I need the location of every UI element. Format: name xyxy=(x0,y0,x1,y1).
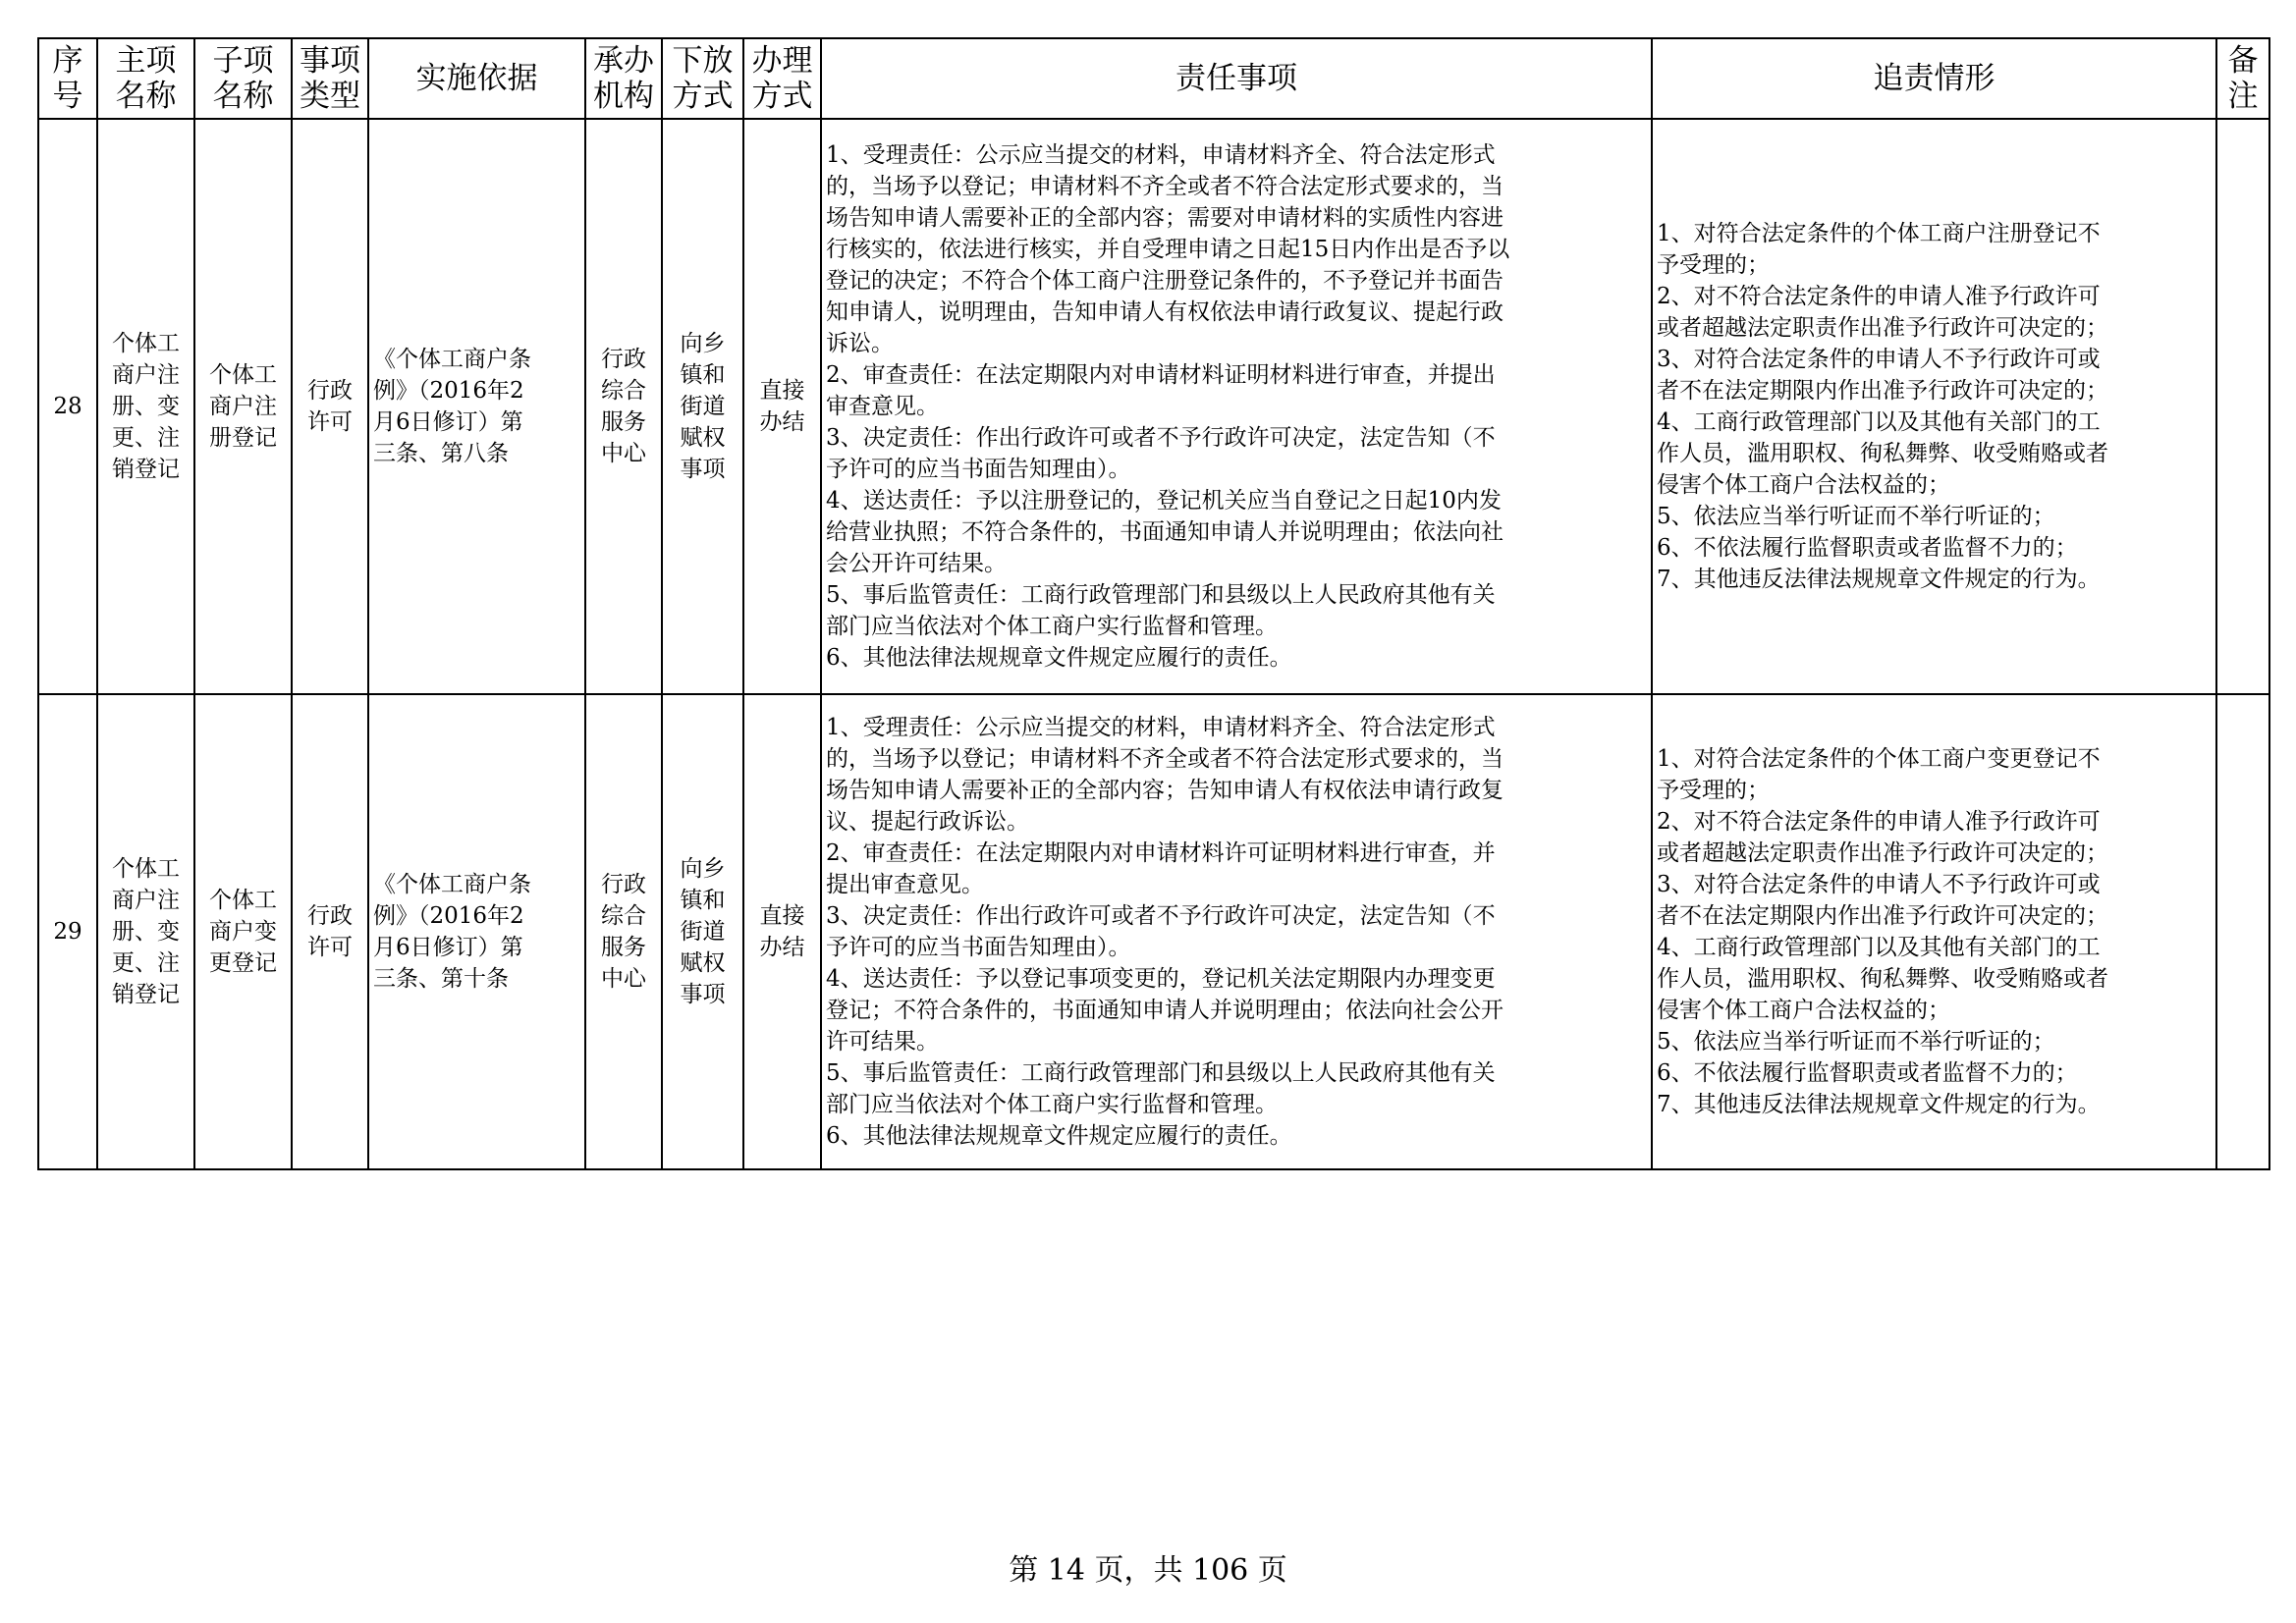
page-number-footer: 第 14 页，共 106 页 xyxy=(1009,1553,1287,1588)
cell-main-item: 个体工 商户注 册、变 更、注 销登记 xyxy=(97,119,194,694)
cell-delegation: 向乡 镇和 街道 赋权 事项 xyxy=(662,119,743,694)
table-header-row xyxy=(38,38,2269,119)
cell-seq: 29 xyxy=(38,694,97,1169)
cell-remarks xyxy=(2216,119,2269,694)
cell-seq: 28 xyxy=(38,119,97,694)
cell-accountability: 1、对符合法定条件的个体工商户变更登记不 予受理的； 2、对不符合法定条件的申请人准予行政许可 或者超越法定职责作出准予行政许可决定的； 3、对符合法定条件的申请人不予行政许可或 者不在法定期限内作出准予行政许可决定的； 4、工商行政管理部门以及其他有关部门的工 作人员，滥用职权、徇私舞弊、收受贿赂或者 侵害个体工商户合法权益的； 5、依法应当举行听证而不举行听证的； 6、不依法履行监督职责或者监督不力的； 7、其他违反法律法规规章文件规定的行为。 xyxy=(1652,694,2216,1169)
header-item-type: 事项 类型 xyxy=(292,38,368,119)
cell-accountability: 1、对符合法定条件的个体工商户注册登记不 予受理的； 2、对不符合法定条件的申请人准予行政许可 或者超越法定职责作出准予行政许可决定的； 3、对符合法定条件的申请人不予行政许可或 者不在法定期限内作出准予行政许可决定的； 4、工商行政管理部门以及其他有关部门的工 作人员，滥用职权、徇私舞弊、收受贿赂或者 侵害个体工商户合法权益的； 5、依法应当举行听证而不举行听证的； 6、不依法履行监督职责或者监督不力的； 7、其他违反法律法规规章文件规定的行为。 xyxy=(1652,119,2216,694)
cell-sub-item: 个体工 商户变 更登记 xyxy=(194,694,292,1169)
cell-handling: 直接 办结 xyxy=(743,119,821,694)
header-handling: 办理 方式 xyxy=(743,38,821,119)
cell-delegation: 向乡 镇和 街道 赋权 事项 xyxy=(662,694,743,1169)
header-main-item: 主项 名称 xyxy=(97,38,194,119)
responsibility-table xyxy=(37,37,2270,1170)
header-delegation: 下放 方式 xyxy=(662,38,743,119)
header-agency: 承办 机构 xyxy=(585,38,662,119)
header-sub-item: 子项 名称 xyxy=(194,38,292,119)
header-basis: 实施依据 xyxy=(368,38,585,119)
cell-agency: 行政 综合 服务 中心 xyxy=(585,694,662,1169)
cell-responsibilities: 1、受理责任：公示应当提交的材料，申请材料齐全、符合法定形式 的，当场予以登记；申请材料不齐全或者不符合法定形式要求的，当 场告知申请人需要补正的全部内容；告知申请人有权依法申请行政复 议、提起行政诉讼。 2、审查责任：在法定期限内对申请材料许可证明材料进行审查，并 提出审查意见。 3、决定责任：作出行政许可或者不予行政许可决定，法定告知（不 予许可的应当书面告知理由）。 4、送达责任：予以登记事项变更的，登记机关法定期限内办理变更 登记；不符合条件的，书面通知申请人并说明理由；依法向社会公开 许可结果。 5、事后监管责任：工商行政管理部门和县级以上人民政府其他有关 部门应当依法对个体工商户实行监督和管理。 6、其他法律法规规章文件规定应履行的责任。 xyxy=(821,694,1652,1169)
table-row xyxy=(38,694,2269,1169)
cell-handling: 直接 办结 xyxy=(743,694,821,1169)
header-remarks: 备 注 xyxy=(2216,38,2269,119)
cell-agency: 行政 综合 服务 中心 xyxy=(585,119,662,694)
header-seq: 序 号 xyxy=(38,38,97,119)
header-responsibilities: 责任事项 xyxy=(821,38,1652,119)
cell-item-type: 行政 许可 xyxy=(292,119,368,694)
cell-sub-item: 个体工 商户注 册登记 xyxy=(194,119,292,694)
table-row xyxy=(38,119,2269,694)
cell-item-type: 行政 许可 xyxy=(292,694,368,1169)
cell-main-item: 个体工 商户注 册、变 更、注 销登记 xyxy=(97,694,194,1169)
cell-basis: 《个体工商户条 例》（2016年2 月6日修订）第 三条、第十条 xyxy=(368,694,585,1169)
cell-basis: 《个体工商户条 例》（2016年2 月6日修订）第 三条、第八条 xyxy=(368,119,585,694)
header-accountability: 追责情形 xyxy=(1652,38,2216,119)
cell-responsibilities: 1、受理责任：公示应当提交的材料，申请材料齐全、符合法定形式 的，当场予以登记；申请材料不齐全或者不符合法定形式要求的，当 场告知申请人需要补正的全部内容；需要对申请材料的实质性内容进 行核实的，依法进行核实，并自受理申请之日起15日内作出是否予以 登记的决定；不符合个体工商户注册登记条件的，不予登记并书面告 知申请人，说明理由，告知申请人有权依法申请行政复议、提起行政 诉讼。 2、审查责任：在法定期限内对申请材料证明材料进行审查，并提出 审查意见。 3、决定责任：作出行政许可或者不予行政许可决定，法定告知（不 予许可的应当书面告知理由）。 4、送达责任：予以注册登记的，登记机关应当自登记之日起10内发 给营业执照；不符合条件的，书面通知申请人并说明理由；依法向社 会公开许可结果。 5、事后监管责任：工商行政管理部门和县级以上人民政府其他有关 部门应当依法对个体工商户实行监督和管理。 6、其他法律法规规章文件规定应履行的责任。 xyxy=(821,119,1652,694)
cell-remarks xyxy=(2216,694,2269,1169)
